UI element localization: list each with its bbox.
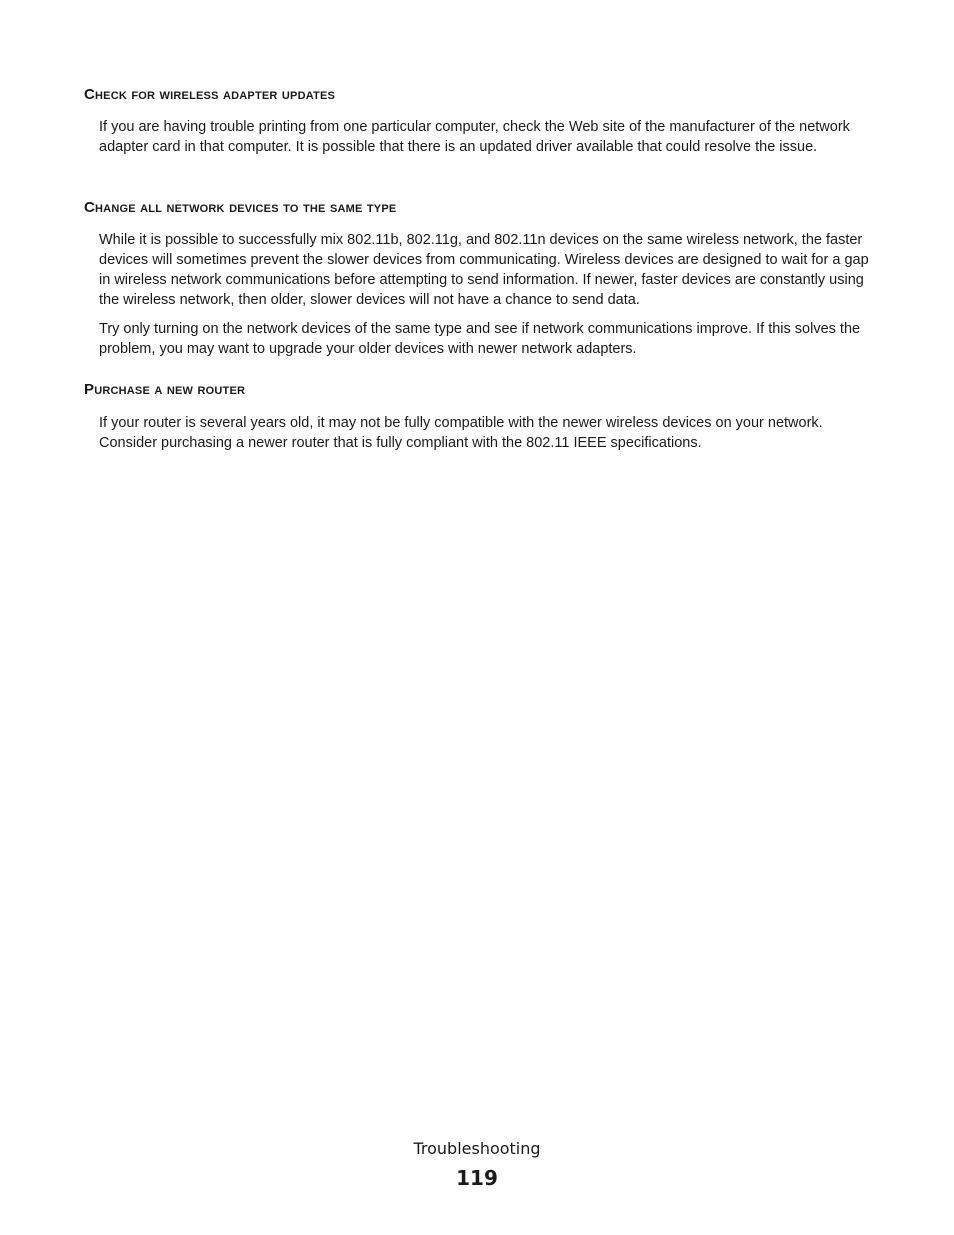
section-heading-change-network-devices-same-type: Change all network devices to the same type [84,199,397,216]
footer-chapter-title: Troubleshooting [413,1139,541,1158]
paragraph-check-adapter-updates: If you are having trouble printing from one particular computer, check the Web site of the manufacturer of the network adapter card in that computer. It is possible that there is an updated driver available that could resolve the issue. [99,119,850,155]
paragraph-purchase-router: If your router is several years old, it may not be fully compatible with the newer wireless devices on your network. Consider purchasing a newer router that is fully compliant with the 802.11 IEEE specifications. [99,415,823,451]
paragraph-mixing-wireless-standards: While it is possible to successfully mix 802.11b, 802.11g, and 802.11n devices on the same wireless network, the faster devices will sometimes prevent the slower devices from communicating. Wireless devices are designed to wait for a gap in wireless network communications before attempting to send information. If newer, faster devices are constantly using the wireless network, then older, slower devices will not have a chance to send data. [99,232,869,308]
paragraph-same-type-devices: Try only turning on the network devices of the same type and see if network communications improve. If this solves the problem, you may want to upgrade your older devices with newer network adapters. [99,321,861,357]
footer-page-number: 119 [456,1166,498,1190]
section-heading-purchase-new-router: Purchase a new router [84,381,246,398]
section-heading-check-wireless-adapter-updates: Check for wireless adapter updates [84,86,336,103]
